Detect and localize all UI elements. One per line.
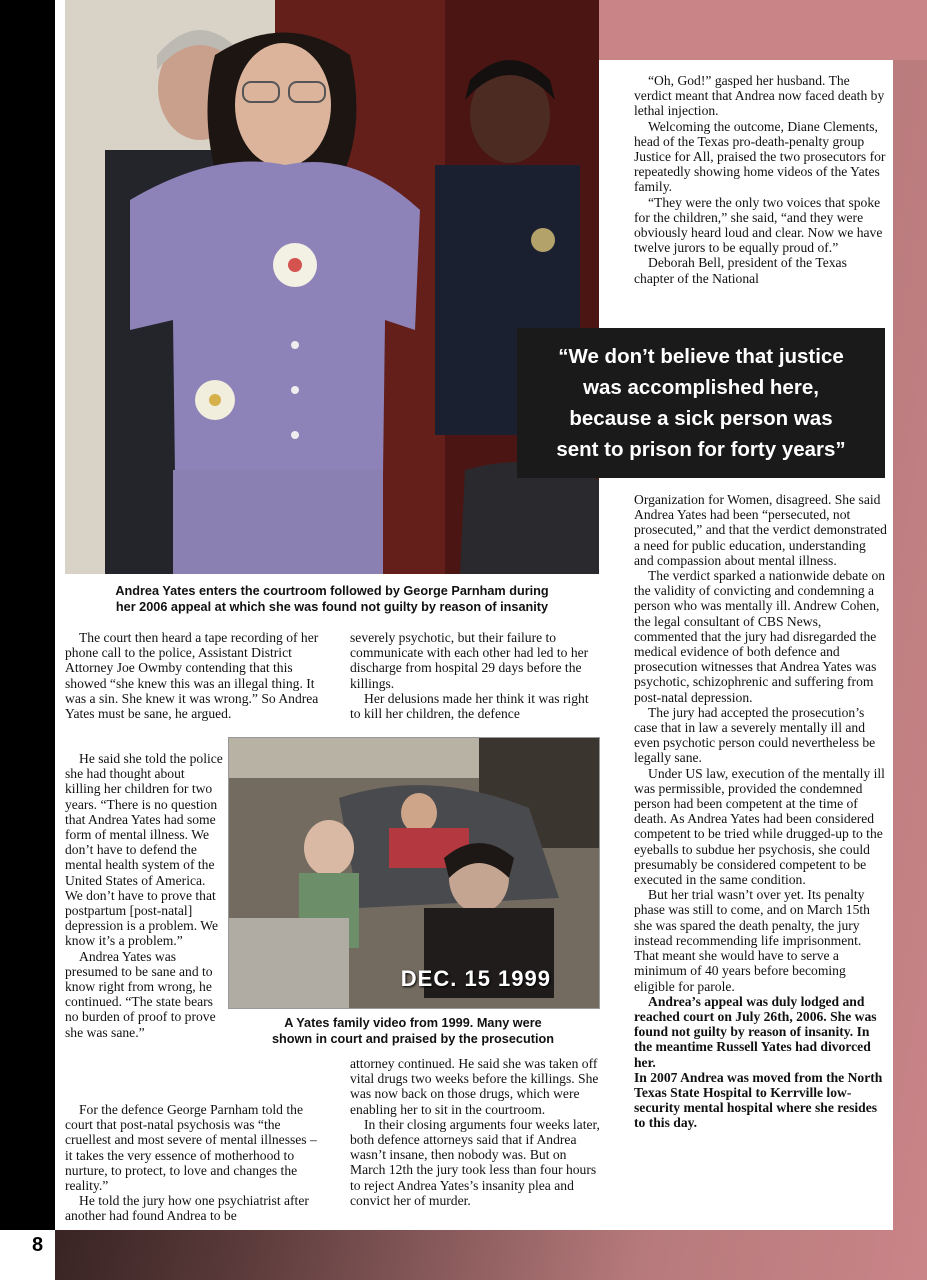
page-number: 8 xyxy=(32,1234,44,1256)
column-1-top xyxy=(65,630,320,721)
courtroom-photo xyxy=(65,0,599,574)
caption-line: A Yates family video from 1999. Many were xyxy=(284,1016,542,1030)
paragraph-bold: In 2007 Andrea was moved from the North Texas State Hospital to Kerrville low-security mental hospital where she resides to this day. xyxy=(634,1069,883,1131)
family-video-caption xyxy=(228,1015,598,1047)
paragraph: attorney continued. He said she was taken off vital drugs two weeks before the killings. She was now back on those drugs, which were enabling her to sit in the courtroom. xyxy=(350,1056,599,1117)
page-number-box xyxy=(0,1230,55,1280)
paragraph: The jury had accepted the prosecution’s case that in law a severely mentally ill and even psychotic person could nevertheless be legally sane. xyxy=(634,704,876,766)
column-3-top xyxy=(634,73,886,286)
pull-quote-line-4: sent to prison for forty years” xyxy=(556,438,846,461)
caption-line: her 2006 appeal at which she was found not guilty by reason of insanity xyxy=(115,600,549,614)
top-right-accent xyxy=(599,0,927,60)
caption-line: shown in court and praised by the prosecution xyxy=(272,1032,554,1046)
paragraph: Under US law, execution of the mentally ill was permissible, provided the condemned person had been competent at the time of death. As Andrea Yates had been considered competent to be tried while drugged-up to the eyeballs to subdue her psychosis, she could presumably be considered competent to be executed in the same condition. xyxy=(634,765,885,888)
column-2-bottom xyxy=(350,1056,600,1208)
paragraph: The verdict sparked a nationwide debate on the validity of convicting and condemning a person who was mentally ill. Andrew Cohen, the legal consultant of CBS News, commented that the jury had disregarded the medical evidence of both defence and prosecution witnesses that Andrea Yates was psychotic, schizophrenic and suffering from post-natal depression. xyxy=(634,568,886,705)
left-black-bar xyxy=(0,0,55,1280)
column-1-narrow xyxy=(65,751,223,1040)
pull-quote-line-3: because a sick person was xyxy=(569,407,833,430)
caption-line: Andrea Yates enters the courtroom followed by George Parnham during xyxy=(115,584,549,598)
video-date-stamp: DEC. 15 1999 xyxy=(400,966,551,991)
paragraph: severely psychotic, but their failure to communicate with each other had led to her discharge from hospital 29 days before the killings. xyxy=(350,630,589,691)
paragraph: Her delusions made her think it was right to kill her children, the defence xyxy=(350,690,589,722)
paragraph: But her trial wasn’t over yet. Its penalty phase was still to come, and on March 15th she was spared the death penalty, the jury instead recommending life imprisonment. That meant she would have to serve a minimum of 40 years before becoming eligible for parole. xyxy=(634,887,870,994)
paragraph: Deborah Bell, president of the Texas chapter of the National xyxy=(634,255,847,286)
column-2-top xyxy=(350,630,598,721)
courtroom-photo-illustration xyxy=(65,0,599,574)
paragraph-bold: Andrea’s appeal was duly lodged and reached court on July 26th, 2006. She was found not guilty by reason of insanity. In the meantime Russell Yates had divorced her. xyxy=(634,993,877,1070)
paragraph: For the defence George Parnham told the court that post-natal psychosis was “the cruellest and most severe of mental illnesses – it takes the very essence of motherhood to nurture, to protect, to love and changes the reality.” xyxy=(65,1102,317,1194)
paragraph: Andrea Yates was presumed to be sane and to know right from wrong, he continued. “The state bears no burden of proof to prove she was sane.” xyxy=(65,948,216,1040)
paragraph: Welcoming the outcome, Diane Clements, head of the Texas pro-death-penalty group Justice for All, praised the two prosecutors for repeatedly showing home videos of the Yates family. xyxy=(634,118,886,195)
paragraph: He said she told the police she had thought about killing her children for two years. “There is no question that Andrea Yates had some form of mental illness. We don’t have to defend the mental health system of the United States of America. We don’t have to prove that postpartum [post-natal] depression is a problem. We know it’s a problem.” xyxy=(65,751,223,949)
paragraph: In their closing arguments four weeks later, both defence attorneys said that if Andrea wasn’t insane, then nobody was. But on March 12th the jury took less than four hours to reject Andrea Yates’s insanity plea and convict her of murder. xyxy=(350,1116,600,1208)
pull-quote-line-2: was accomplished here, xyxy=(583,376,819,399)
courtroom-photo-caption xyxy=(65,583,599,615)
paragraph: The court then heard a tape recording of her phone call to the police, Assistant District Attorney Joe Owmby contending that this showed “she knew this was an illegal thing. It was a sin. She knew it was wrong.” So Andrea Yates must be sane, he argued. xyxy=(65,630,319,722)
column-1-bottom xyxy=(65,1102,320,1224)
family-video-still xyxy=(228,737,600,1009)
paragraph: Organization for Women, disagreed. She said Andrea Yates had been “persecuted, not prosecuted,” and that the verdict demonstrated a need for public education, understanding and compassion about mental illness. xyxy=(634,492,887,568)
pull-quote xyxy=(517,328,885,478)
column-3-bottom xyxy=(634,492,888,1131)
pull-quote-line-1: “We don’t believe that justice xyxy=(558,345,844,368)
paragraph: He told the jury how one psychiatrist after another had found Andrea to be xyxy=(65,1193,309,1224)
paragraph: “They were the only two voices that spoke for the children,” she said, “and they were obviously heard loud and clear. Now we have twelve jurors to be equally proud of.” xyxy=(634,194,883,256)
paragraph: “Oh, God!” gasped her husband. The verdict meant that Andrea now faced death by lethal injection. xyxy=(634,73,885,119)
